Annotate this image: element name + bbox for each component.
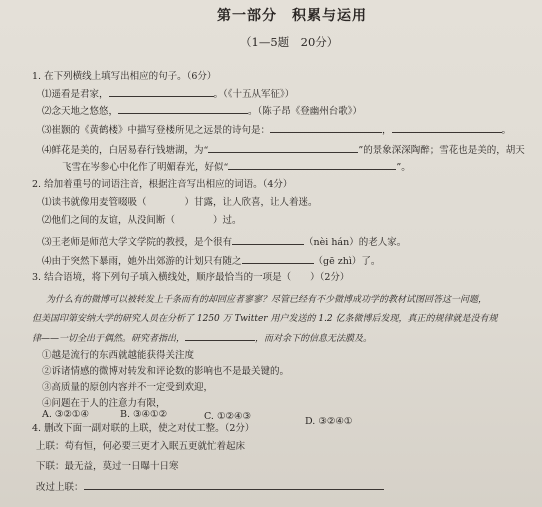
- section-subtitle: （1—5题 20分）: [240, 35, 339, 49]
- q1-item3-prefix: ⑶崔颢的《黄鹤楼》中描写登楼所见之远景的诗句是：: [42, 125, 271, 136]
- q1-item2-prefix: ⑵念天地之悠悠，: [42, 106, 119, 117]
- q1-item4-line2: [62, 160, 411, 174]
- q4-revised-line: [36, 480, 384, 494]
- q1-item3: [42, 123, 511, 137]
- q3-option-2: ②诉诸情感的微博对转发和评论数的影响也不是最关键的。: [42, 366, 290, 377]
- q2-item3-prefix: ⑶王老师是师范大学文学院的教授，是个很有: [42, 237, 233, 248]
- q1-item4-blank-a[interactable]: [208, 143, 358, 153]
- q1-item4-line2-prefix: 飞雪在岑参心中化作了明媚春光，好似“: [62, 162, 229, 173]
- q1-item3-comma: ，: [382, 125, 392, 136]
- q1-item4-line2-end: ”。: [396, 162, 411, 173]
- q3-passage-line2: 但美国印第安纳大学的研究人员在分析了 1250 万 Twitter 用户发送的 1.2 亿条微博后发现，真正的规律就是没有规: [32, 314, 498, 324]
- q3-passage-blank[interactable]: [185, 331, 255, 341]
- q2-item3-blank[interactable]: [232, 235, 304, 245]
- q2-item3: [42, 235, 406, 249]
- q1-item4-blank-b[interactable]: [228, 160, 396, 170]
- q1-item3-period: 。: [501, 125, 512, 136]
- q1-item3-blank-a[interactable]: [270, 123, 382, 133]
- q2-item3-pinyin: （nèi hán）的老人家。: [304, 237, 407, 248]
- q3-passage-line3-suffix: ，而对余下的信息无法膜及。: [255, 334, 373, 344]
- q1-item2: [42, 104, 362, 118]
- q2-item4-blank[interactable]: [242, 254, 314, 264]
- q3-option-4: ④问题在于人的注意力有限，: [42, 398, 166, 409]
- q2-item1: ⑴读书就像用麦管啜吸（ ）甘露，让人欣喜，让人着迷。: [42, 197, 318, 208]
- q1-item1-prefix: ⑴遥看是君家，: [42, 89, 109, 100]
- q3-passage-line3: [32, 331, 372, 345]
- q1-item4-mid: ”的景象深深陶醉；雪花也是美的，胡天: [358, 145, 525, 156]
- q3-passage-line1: 为什么有的微博可以被转发上千条而有的却回应者寥寥？尽管已经有不少微博成功学的教材试图回答这一问题，: [46, 295, 488, 305]
- q3-choice-a[interactable]: A. ③②①④: [42, 409, 89, 420]
- q4-stem: 4. 删改下面一副对联的上联，使之对仗工整。（2分）: [32, 423, 255, 434]
- q2-stem: 2. 给加着重号的词语注音，根据注音写出相应的词语。（4分）: [32, 179, 293, 190]
- q3-stem: 3. 结合语境，将下列句子填入横线处，顺序最恰当的一项是（ ）（2分）: [32, 272, 350, 283]
- q1-item4: [42, 143, 525, 157]
- q1-item1-blank[interactable]: [109, 87, 214, 97]
- q3-choice-c[interactable]: C. ①②④③: [204, 411, 252, 422]
- q1-item3-blank-b[interactable]: [392, 123, 502, 133]
- q3-option-3: ③高质量的原创内容并不一定受到欢迎，: [42, 382, 214, 393]
- q3-option-1: ①越是流行的东西就越能获得关注度: [42, 350, 195, 361]
- q4-lower-couplet: 下联：最无益，莫过一日曝十日寒: [36, 461, 179, 472]
- q4-upper-couplet: 上联：苟有恒，何必要三更才入眠五更就忙着起床: [36, 441, 246, 452]
- q1-item2-source: 。（陈子昂《登幽州台歌》）: [248, 106, 363, 117]
- q2-item2: ⑵他们之间的友谊，从没间断（ ）过。: [42, 215, 242, 226]
- q2-item4-pinyin: （gē zhì）了。: [313, 256, 381, 267]
- q3-passage-line3-prefix: 律——一切全出于偶然。研究者指出，: [32, 334, 186, 344]
- q1-item4-prefix: ⑷鲜花是美的，白居易春行钱塘湖，为“: [42, 145, 209, 156]
- q1-stem: 1. 在下列横线上填写出相应的句子。（6分）: [32, 71, 217, 82]
- q4-answer-blank[interactable]: [84, 480, 384, 490]
- q1-item1: [42, 87, 294, 101]
- q2-item4-prefix: ⑷由于突然下暴雨，她外出郊游的计划只有随之: [42, 256, 242, 267]
- q1-item2-blank[interactable]: [118, 104, 248, 114]
- q3-choice-b[interactable]: B. ③④①②: [120, 409, 168, 420]
- page-title: 第一部分 积累与运用: [217, 8, 367, 24]
- q4-revised-label: 改过上联：: [36, 482, 84, 493]
- q2-item4: [42, 254, 380, 268]
- q1-item1-source: 。（《十五从军征》）: [213, 89, 295, 100]
- q3-choice-d[interactable]: D. ③②④①: [305, 416, 353, 427]
